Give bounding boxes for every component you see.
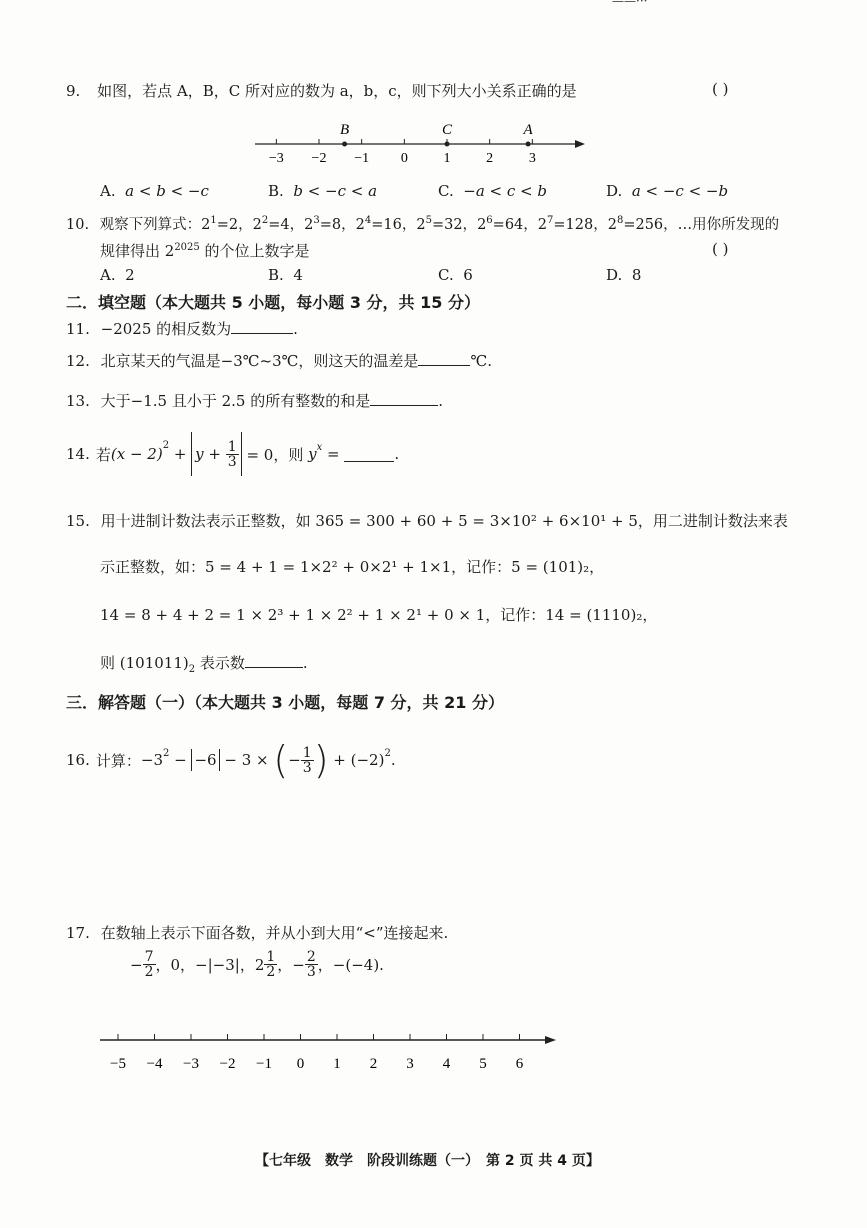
minus-sign: − [288,751,301,769]
power-list [201,217,663,233]
section-heading-2: 二．填空题（本大题共 5 小题，每小题 3 分，共 15 分） [66,293,480,312]
answer-blank[interactable] [370,391,438,406]
tick-label: −2 [219,1056,236,1072]
question-15-line4: 则 $(101011)_2$ 表示数 . [100,654,308,675]
option-b[interactable]: B. b < −c < a [268,182,378,200]
section-heading-3: 三．解答题（一）（本大题共 3 小题，每题 7 分，共 21 分） [66,693,504,712]
tick-label: 0 [400,151,408,166]
answer-bracket[interactable]: ( ) [712,80,729,98]
question-10-line2: 规律得出 $2^{2025}$ 的个位上数字是 [100,242,310,260]
tick-label: 2 [369,1056,378,1072]
tick-label: 4 [442,1056,451,1072]
page-footer: 【七年级 数学 阶段训练题（一） 第 2 页 共 4 页】 [255,1153,600,1169]
question-13: 13. 大于−1.5 且小于 2.5 的所有整数的和是 . [66,392,444,410]
tick-label: −1 [354,151,370,166]
question-text: 如图，若点 A，B，C 所对应的数为 a，b，c，则下列大小关系正确的是 [97,82,577,100]
question-15-line2: 示正整数，如：5 = 4 + 1 = 1×2² + 0×2¹ + 1×1，记作：5 = (101)₂， [100,558,605,576]
tick-label: −5 [110,1056,126,1072]
answer-bracket[interactable]: ( ) [712,240,729,258]
power-item: $2^2=4$， [252,215,305,233]
question-15-line3: 14 = 8 + 4 + 2 = 1 × 2³ + 1 × 2² + 1 × 2¹ + 0 × 1，记作：14 = (1110)₂， [100,606,658,624]
option-b[interactable]: B. 4 [268,266,303,284]
power-item: $2^1=2$， [201,215,253,233]
point-label: A [523,122,533,138]
question-9 [66,80,577,101]
question-10: 10. 观察下列算式：$2^1=2$，$2^2=4$，$2^3=8$，$2^4=16$，$2^5=32$，$2^6=64$，$2^7=128$，$2^8=256$，…用你所发现的 [66,215,780,233]
question-text: 观察下列算式： [99,217,202,233]
question-16: 16. 计算： −3 $^2$ − −6 − 3 × ( − $\frac{1}{3}$ ) + (−2) $^2$ . [66,738,396,782]
tick-label: 5 [479,1056,487,1072]
tick-label: −4 [146,1056,163,1072]
fraction: $\frac{1}{3}$ [302,744,312,776]
tick-label: −2 [311,151,327,166]
question-14: 14. 若 (x − 2) $^2$ + y + $\frac{1}{3}$ = 0，则 y $^x$ = . [66,432,399,476]
fraction: $\frac{2}{3}$ [306,949,316,980]
option-c[interactable]: C. −a < c < b [438,182,547,200]
point-label: B [340,122,350,138]
answer-blank[interactable] [231,319,293,334]
paren-left: ( [273,738,289,782]
power-item: $2^4=16$， [355,215,417,233]
question-17-numbers: − $\frac{7}{2}$ ，0，−|−3|，2 $\frac{1}{2}$ ，− $\frac{2}{3}$ ，−(−4). [130,949,384,980]
axis-point [342,142,347,147]
question-number: 10. [66,217,90,233]
power-item: $2^5=32$， [416,215,478,233]
question-11: 11. −2025 的相反数为 . [66,320,298,338]
option-a[interactable]: A. a < b < −c [100,182,209,200]
answer-blank[interactable] [245,653,303,668]
fraction: $\frac{7}{2}$ [144,949,154,980]
number-line-q9 [250,112,590,172]
option-d[interactable]: D. 8 [606,266,642,284]
power-item: $2^3=8$， [304,215,356,233]
tick-label: 2 [486,151,494,166]
fraction: $\frac{1}{2}$ [266,949,276,980]
answer-blank[interactable] [344,447,394,462]
question-15: 15. 用十进制计数法表示正整数，如 365 = 300 + 60 + 5 = 3×10² + 6×10¹ + 5，用二进制计数法来表 [66,512,788,530]
option-a[interactable]: A. 2 [100,266,135,284]
header-mark: ——··· [612,0,648,8]
question-12: 12. 北京某天的气温是−3℃~3℃，则这天的温差是 ℃. [66,352,492,370]
tick-label: −3 [183,1056,199,1072]
abs-bar-left [191,749,192,771]
question-number: 9. [66,82,81,100]
tick-label: −3 [268,151,284,166]
option-c[interactable]: C. 6 [438,266,473,284]
answer-blank[interactable] [418,351,470,366]
axis-arrow [575,140,585,148]
axis-point [526,142,531,147]
tick-label: −1 [256,1056,272,1072]
abs-bar-left [191,432,192,476]
axis-point [445,142,450,147]
power-item: $2^7=128$， [537,215,608,233]
number-line-q17[interactable] [90,1026,560,1078]
fraction: $\frac{1}{3}$ [227,438,237,470]
point-label: C [441,122,453,138]
axis-arrow [545,1036,556,1044]
paren-right: ) [313,738,329,782]
tick-label: 6 [515,1056,524,1072]
option-d[interactable]: D. a < −c < −b [606,182,729,200]
tick-label: 3 [406,1056,414,1072]
question-17: 17. 在数轴上表示下面各数，并从小到大用“<”连接起来. [66,924,449,942]
tick-label: 0 [296,1056,305,1072]
tick-label: 1 [443,151,451,166]
tick-label: 3 [528,151,536,166]
power-item: $2^8=256$ [607,215,664,233]
power-item: $2^6=64$， [477,215,538,233]
tick-label: 1 [333,1056,341,1072]
